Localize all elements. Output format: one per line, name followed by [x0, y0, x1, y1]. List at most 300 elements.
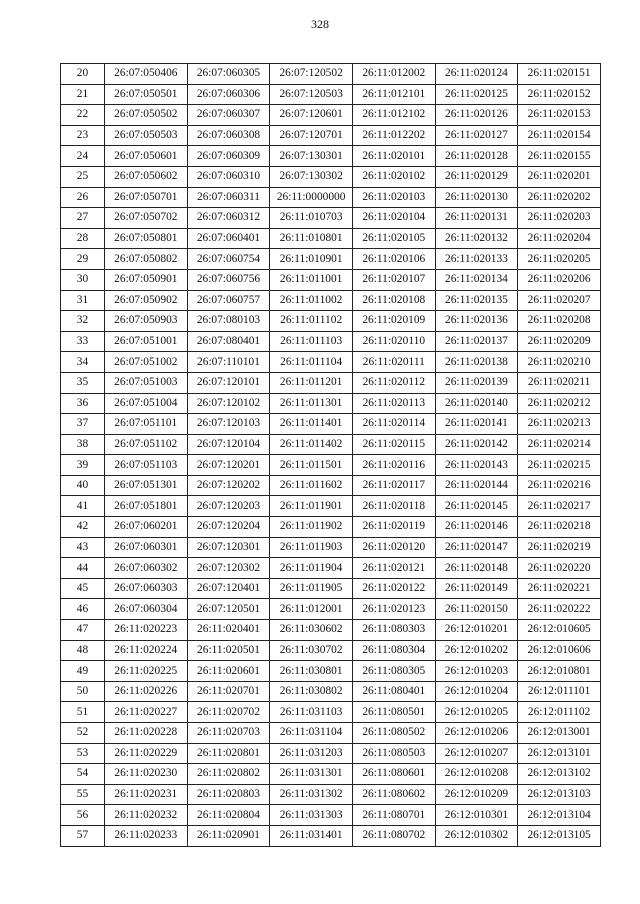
cadastral-code-cell: 26:07:120202 — [187, 475, 270, 496]
table-row — [61, 187, 601, 208]
table-row — [61, 620, 601, 641]
cadastral-code-cell: 26:07:060304 — [105, 599, 188, 620]
cadastral-code-cell: 26:11:020141 — [435, 414, 518, 435]
cadastral-code-cell: 26:12:010208 — [435, 764, 518, 785]
cadastral-code-cell: 26:11:031103 — [270, 702, 353, 723]
table-row — [61, 414, 601, 435]
cadastral-code-cell: 26:07:120201 — [187, 455, 270, 476]
cadastral-code-cell: 26:11:020212 — [518, 393, 601, 414]
table-row — [61, 455, 601, 476]
cadastral-code-cell: 26:11:020224 — [105, 640, 188, 661]
cadastral-code-cell: 26:12:013102 — [518, 764, 601, 785]
row-number-cell: 48 — [61, 640, 105, 661]
cadastral-code-cell: 26:11:020225 — [105, 661, 188, 682]
cadastral-code-cell: 26:12:010605 — [518, 620, 601, 641]
row-number-cell: 41 — [61, 496, 105, 517]
table-row — [61, 805, 601, 826]
cadastral-code-cell: 26:11:020120 — [352, 537, 435, 558]
cadastral-code-cell: 26:11:020501 — [187, 640, 270, 661]
cadastral-code-cell: 26:11:012202 — [352, 125, 435, 146]
cadastral-code-cell: 26:11:031301 — [270, 764, 353, 785]
cadastral-code-cell: 26:12:013104 — [518, 805, 601, 826]
cadastral-code-cell: 26:07:120601 — [270, 105, 353, 126]
cadastral-code-cell: 26:11:020116 — [352, 455, 435, 476]
cadastral-code-cell: 26:11:020137 — [435, 331, 518, 352]
cadastral-code-cell: 26:07:050501 — [105, 84, 188, 105]
cadastral-code-cell: 26:11:020113 — [352, 393, 435, 414]
cadastral-code-cell: 26:11:020107 — [352, 269, 435, 290]
cadastral-code-cell: 26:11:020233 — [105, 825, 188, 846]
cadastral-code-cell: 26:07:050503 — [105, 125, 188, 146]
cadastral-code-cell: 26:07:060301 — [105, 537, 188, 558]
cadastral-code-cell: 26:11:011501 — [270, 455, 353, 476]
cadastral-code-cell: 26:11:080303 — [352, 620, 435, 641]
cadastral-code-cell: 26:07:120104 — [187, 434, 270, 455]
cadastral-code-cell: 26:11:020220 — [518, 558, 601, 579]
row-number-cell: 38 — [61, 434, 105, 455]
cadastral-code-cell: 26:11:020205 — [518, 249, 601, 270]
cadastral-code-cell: 26:11:020144 — [435, 475, 518, 496]
cadastral-code-cell: 26:11:011903 — [270, 537, 353, 558]
cadastral-code-cell: 26:11:020134 — [435, 269, 518, 290]
cadastral-code-cell: 26:12:010203 — [435, 661, 518, 682]
row-number-cell: 22 — [61, 105, 105, 126]
cadastral-code-cell: 26:11:020702 — [187, 702, 270, 723]
cadastral-code-cell: 26:07:060308 — [187, 125, 270, 146]
cadastral-code-cell: 26:11:031401 — [270, 825, 353, 846]
cadastral-code-cell: 26:11:020150 — [435, 599, 518, 620]
table-row — [61, 352, 601, 373]
table-row — [61, 290, 601, 311]
cadastral-code-cell: 26:11:020128 — [435, 146, 518, 167]
table-row — [61, 166, 601, 187]
table-row — [61, 764, 601, 785]
cadastral-code-cell: 26:07:051101 — [105, 414, 188, 435]
table-row — [61, 125, 601, 146]
row-number-cell: 32 — [61, 311, 105, 332]
row-number-cell: 27 — [61, 208, 105, 229]
cadastral-code-cell: 26:11:080304 — [352, 640, 435, 661]
cadastral-code-cell: 26:07:120401 — [187, 578, 270, 599]
cadastral-code-cell: 26:11:080401 — [352, 681, 435, 702]
row-number-cell: 39 — [61, 455, 105, 476]
cadastral-code-cell: 26:07:060310 — [187, 166, 270, 187]
cadastral-code-cell: 26:07:120204 — [187, 517, 270, 538]
row-number-cell: 54 — [61, 764, 105, 785]
cadastral-code-cell: 26:07:050602 — [105, 166, 188, 187]
cadastral-code-cell: 26:11:020123 — [352, 599, 435, 620]
row-number-cell: 35 — [61, 372, 105, 393]
table-row — [61, 661, 601, 682]
cadastral-code-cell: 26:11:020111 — [352, 352, 435, 373]
cadastral-code-cell: 26:11:080501 — [352, 702, 435, 723]
cadastral-code-cell: 26:11:020106 — [352, 249, 435, 270]
cadastral-code-cell: 26:07:050901 — [105, 269, 188, 290]
cadastral-code-cell: 26:11:020230 — [105, 764, 188, 785]
cadastral-code-cell: 26:11:011905 — [270, 578, 353, 599]
row-number-cell: 21 — [61, 84, 105, 105]
table-row — [61, 558, 601, 579]
page-number: 328 — [311, 17, 329, 31]
cadastral-code-cell: 26:11:020108 — [352, 290, 435, 311]
cadastral-code-cell: 26:07:130302 — [270, 166, 353, 187]
table-row — [61, 372, 601, 393]
cadastral-code-cell: 26:07:060307 — [187, 105, 270, 126]
cadastral-code-cell: 26:07:050701 — [105, 187, 188, 208]
cadastral-code-cell: 26:07:051301 — [105, 475, 188, 496]
cadastral-code-cell: 26:12:013001 — [518, 723, 601, 744]
cadastral-code-cell: 26:11:020229 — [105, 743, 188, 764]
cadastral-quarters-table — [60, 63, 601, 847]
cadastral-code-cell: 26:11:031303 — [270, 805, 353, 826]
cadastral-code-cell: 26:11:020143 — [435, 455, 518, 476]
cadastral-code-cell: 26:07:051004 — [105, 393, 188, 414]
cadastral-code-cell: 26:11:020214 — [518, 434, 601, 455]
table-row — [61, 496, 601, 517]
cadastral-code-cell: 26:11:020117 — [352, 475, 435, 496]
cadastral-code-cell: 26:11:020210 — [518, 352, 601, 373]
row-number-cell: 23 — [61, 125, 105, 146]
cadastral-code-cell: 26:11:011402 — [270, 434, 353, 455]
cadastral-code-cell: 26:07:060401 — [187, 228, 270, 249]
table-row — [61, 331, 601, 352]
cadastral-code-cell: 26:11:020208 — [518, 311, 601, 332]
cadastral-code-cell: 26:11:020221 — [518, 578, 601, 599]
cadastral-code-cell: 26:11:020209 — [518, 331, 601, 352]
row-number-cell: 49 — [61, 661, 105, 682]
cadastral-code-cell: 26:11:080602 — [352, 784, 435, 805]
cadastral-code-cell: 26:11:020401 — [187, 620, 270, 641]
cadastral-code-cell: 26:11:020130 — [435, 187, 518, 208]
cadastral-code-cell: 26:07:051001 — [105, 331, 188, 352]
cadastral-code-cell: 26:11:020127 — [435, 125, 518, 146]
cadastral-code-cell: 26:07:050406 — [105, 64, 188, 85]
cadastral-code-cell: 26:11:020211 — [518, 372, 601, 393]
cadastral-code-cell: 26:11:020110 — [352, 331, 435, 352]
cadastral-code-cell: 26:07:120503 — [270, 84, 353, 105]
cadastral-code-cell: 26:07:060201 — [105, 517, 188, 538]
cadastral-code-cell: 26:11:012101 — [352, 84, 435, 105]
cadastral-code-cell: 26:07:050802 — [105, 249, 188, 270]
table-row — [61, 599, 601, 620]
cadastral-code-cell: 26:11:020122 — [352, 578, 435, 599]
cadastral-code-cell: 26:11:020142 — [435, 434, 518, 455]
cadastral-code-cell: 26:07:110101 — [187, 352, 270, 373]
cadastral-code-cell: 26:07:050903 — [105, 311, 188, 332]
cadastral-code-cell: 26:07:080103 — [187, 311, 270, 332]
cadastral-code-cell: 26:12:010201 — [435, 620, 518, 641]
row-number-cell: 25 — [61, 166, 105, 187]
cadastral-code-cell: 26:11:020601 — [187, 661, 270, 682]
cadastral-code-cell: 26:11:020701 — [187, 681, 270, 702]
row-number-cell: 53 — [61, 743, 105, 764]
table-body — [61, 64, 601, 847]
table-row — [61, 681, 601, 702]
cadastral-code-cell: 26:07:120103 — [187, 414, 270, 435]
cadastral-code-cell: 26:11:020151 — [518, 64, 601, 85]
table-row — [61, 146, 601, 167]
table-row — [61, 578, 601, 599]
cadastral-code-cell: 26:11:020115 — [352, 434, 435, 455]
table-row — [61, 269, 601, 290]
cadastral-code-cell: 26:11:020222 — [518, 599, 601, 620]
row-number-cell: 42 — [61, 517, 105, 538]
table-row — [61, 208, 601, 229]
cadastral-code-cell: 26:11:030801 — [270, 661, 353, 682]
table-row — [61, 64, 601, 85]
cadastral-code-cell: 26:11:020228 — [105, 723, 188, 744]
cadastral-code-cell: 26:11:020129 — [435, 166, 518, 187]
row-number-cell: 55 — [61, 784, 105, 805]
cadastral-code-cell: 26:11:080305 — [352, 661, 435, 682]
row-number-cell: 30 — [61, 269, 105, 290]
cadastral-code-cell: 26:11:031203 — [270, 743, 353, 764]
cadastral-code-cell: 26:11:020227 — [105, 702, 188, 723]
table-row — [61, 784, 601, 805]
cadastral-code-cell: 26:07:051003 — [105, 372, 188, 393]
cadastral-code-cell: 26:11:020109 — [352, 311, 435, 332]
table-row — [61, 475, 601, 496]
row-number-cell: 34 — [61, 352, 105, 373]
cadastral-code-cell: 26:12:011102 — [518, 702, 601, 723]
cadastral-code-cell: 26:11:020105 — [352, 228, 435, 249]
cadastral-code-cell: 26:11:011103 — [270, 331, 353, 352]
row-number-cell: 56 — [61, 805, 105, 826]
cadastral-code-cell: 26:11:011904 — [270, 558, 353, 579]
cadastral-code-cell: 26:11:011902 — [270, 517, 353, 538]
cadastral-code-cell: 26:11:031104 — [270, 723, 353, 744]
cadastral-code-cell: 26:11:020803 — [187, 784, 270, 805]
cadastral-code-cell: 26:11:011002 — [270, 290, 353, 311]
row-number-cell: 57 — [61, 825, 105, 846]
cadastral-code-cell: 26:11:080701 — [352, 805, 435, 826]
table-row — [61, 249, 601, 270]
cadastral-code-cell: 26:11:020802 — [187, 764, 270, 785]
cadastral-code-cell: 26:11:011602 — [270, 475, 353, 496]
cadastral-code-cell: 26:11:020138 — [435, 352, 518, 373]
cadastral-code-cell: 26:11:020148 — [435, 558, 518, 579]
row-number-cell: 44 — [61, 558, 105, 579]
cadastral-code-cell: 26:11:020804 — [187, 805, 270, 826]
cadastral-code-cell: 26:07:051102 — [105, 434, 188, 455]
cadastral-code-cell: 26:11:080702 — [352, 825, 435, 846]
cadastral-code-cell: 26:12:013105 — [518, 825, 601, 846]
cadastral-code-cell: 26:11:020104 — [352, 208, 435, 229]
cadastral-code-cell: 26:11:020226 — [105, 681, 188, 702]
cadastral-code-cell: 26:11:020152 — [518, 84, 601, 105]
cadastral-code-cell: 26:11:020135 — [435, 290, 518, 311]
cadastral-code-cell: 26:11:020125 — [435, 84, 518, 105]
cadastral-code-cell: 26:12:010205 — [435, 702, 518, 723]
row-number-cell: 50 — [61, 681, 105, 702]
table-row — [61, 723, 601, 744]
cadastral-code-cell: 26:11:020218 — [518, 517, 601, 538]
row-number-cell: 28 — [61, 228, 105, 249]
cadastral-code-cell: 26:07:050702 — [105, 208, 188, 229]
cadastral-code-cell: 26:11:031302 — [270, 784, 353, 805]
table-row — [61, 743, 601, 764]
cadastral-code-cell: 26:11:020213 — [518, 414, 601, 435]
table-row — [61, 702, 601, 723]
cadastral-code-cell: 26:07:060309 — [187, 146, 270, 167]
row-number-cell: 24 — [61, 146, 105, 167]
cadastral-code-cell: 26:12:010301 — [435, 805, 518, 826]
cadastral-code-cell: 26:07:120502 — [270, 64, 353, 85]
cadastral-code-cell: 26:11:020801 — [187, 743, 270, 764]
cadastral-code-cell: 26:11:020216 — [518, 475, 601, 496]
cadastral-code-cell: 26:07:080401 — [187, 331, 270, 352]
row-number-cell: 46 — [61, 599, 105, 620]
cadastral-code-cell: 26:11:020101 — [352, 146, 435, 167]
cadastral-code-cell: 26:11:0000000 — [270, 187, 353, 208]
cadastral-code-cell: 26:07:120302 — [187, 558, 270, 579]
table-row — [61, 434, 601, 455]
cadastral-code-cell: 26:12:013103 — [518, 784, 601, 805]
row-number-cell: 26 — [61, 187, 105, 208]
cadastral-code-cell: 26:07:060756 — [187, 269, 270, 290]
cadastral-code-cell: 26:11:011201 — [270, 372, 353, 393]
cadastral-code-cell: 26:07:060303 — [105, 578, 188, 599]
table-row — [61, 84, 601, 105]
cadastral-code-cell: 26:11:012102 — [352, 105, 435, 126]
cadastral-code-cell: 26:11:020118 — [352, 496, 435, 517]
cadastral-code-cell: 26:11:010801 — [270, 228, 353, 249]
cadastral-code-cell: 26:11:020217 — [518, 496, 601, 517]
cadastral-code-cell: 26:11:020121 — [352, 558, 435, 579]
cadastral-code-cell: 26:11:020145 — [435, 496, 518, 517]
cadastral-code-cell: 26:11:011102 — [270, 311, 353, 332]
table-row — [61, 228, 601, 249]
cadastral-code-cell: 26:11:020132 — [435, 228, 518, 249]
cadastral-code-cell: 26:11:020119 — [352, 517, 435, 538]
cadastral-code-cell: 26:07:051801 — [105, 496, 188, 517]
row-number-cell: 52 — [61, 723, 105, 744]
cadastral-code-cell: 26:12:010606 — [518, 640, 601, 661]
row-number-cell: 45 — [61, 578, 105, 599]
cadastral-code-cell: 26:07:060754 — [187, 249, 270, 270]
cadastral-code-cell: 26:11:020153 — [518, 105, 601, 126]
row-number-cell: 29 — [61, 249, 105, 270]
row-number-cell: 20 — [61, 64, 105, 85]
cadastral-code-cell: 26:11:011104 — [270, 352, 353, 373]
cadastral-code-cell: 26:11:020102 — [352, 166, 435, 187]
row-number-cell: 37 — [61, 414, 105, 435]
cadastral-code-cell: 26:11:020201 — [518, 166, 601, 187]
cadastral-code-cell: 26:12:013101 — [518, 743, 601, 764]
cadastral-code-cell: 26:11:020112 — [352, 372, 435, 393]
cadastral-code-cell: 26:07:120501 — [187, 599, 270, 620]
cadastral-code-cell: 26:11:020232 — [105, 805, 188, 826]
cadastral-code-cell: 26:11:020133 — [435, 249, 518, 270]
cadastral-code-cell: 26:12:010302 — [435, 825, 518, 846]
cadastral-code-cell: 26:11:020231 — [105, 784, 188, 805]
cadastral-code-cell: 26:11:020206 — [518, 269, 601, 290]
cadastral-code-cell: 26:11:020131 — [435, 208, 518, 229]
cadastral-code-cell: 26:12:010209 — [435, 784, 518, 805]
cadastral-code-cell: 26:11:020219 — [518, 537, 601, 558]
cadastral-code-cell: 26:11:020203 — [518, 208, 601, 229]
table-row — [61, 393, 601, 414]
cadastral-code-cell: 26:11:020202 — [518, 187, 601, 208]
table-row — [61, 105, 601, 126]
cadastral-code-cell: 26:12:010206 — [435, 723, 518, 744]
cadastral-code-cell: 26:11:020149 — [435, 578, 518, 599]
cadastral-code-cell: 26:11:020207 — [518, 290, 601, 311]
cadastral-code-cell: 26:07:050801 — [105, 228, 188, 249]
cadastral-code-cell: 26:11:011401 — [270, 414, 353, 435]
cadastral-code-cell: 26:07:060306 — [187, 84, 270, 105]
row-number-cell: 31 — [61, 290, 105, 311]
cadastral-code-cell: 26:11:020140 — [435, 393, 518, 414]
cadastral-code-cell: 26:07:050601 — [105, 146, 188, 167]
cadastral-code-cell: 26:07:060305 — [187, 64, 270, 85]
cadastral-code-cell: 26:11:020147 — [435, 537, 518, 558]
cadastral-code-cell: 26:11:020703 — [187, 723, 270, 744]
table-row — [61, 825, 601, 846]
cadastral-code-cell: 26:11:011001 — [270, 269, 353, 290]
cadastral-code-cell: 26:07:050902 — [105, 290, 188, 311]
cadastral-code-cell: 26:07:051002 — [105, 352, 188, 373]
row-number-cell: 40 — [61, 475, 105, 496]
cadastral-code-cell: 26:07:051103 — [105, 455, 188, 476]
cadastral-code-cell: 26:11:020139 — [435, 372, 518, 393]
cadastral-code-cell: 26:07:060312 — [187, 208, 270, 229]
table-row — [61, 311, 601, 332]
cadastral-code-cell: 26:12:010204 — [435, 681, 518, 702]
cadastral-code-cell: 26:12:011101 — [518, 681, 601, 702]
cadastral-code-cell: 26:11:020223 — [105, 620, 188, 641]
cadastral-code-cell: 26:11:020154 — [518, 125, 601, 146]
cadastral-code-cell: 26:11:020136 — [435, 311, 518, 332]
row-number-cell: 51 — [61, 702, 105, 723]
cadastral-code-cell: 26:07:120203 — [187, 496, 270, 517]
cadastral-code-cell: 26:11:010703 — [270, 208, 353, 229]
cadastral-code-cell: 26:11:020126 — [435, 105, 518, 126]
cadastral-code-cell: 26:11:012001 — [270, 599, 353, 620]
cadastral-code-cell: 26:11:011901 — [270, 496, 353, 517]
cadastral-code-cell: 26:07:120301 — [187, 537, 270, 558]
cadastral-code-cell: 26:11:020114 — [352, 414, 435, 435]
cadastral-code-cell: 26:11:020124 — [435, 64, 518, 85]
cadastral-code-cell: 26:12:010202 — [435, 640, 518, 661]
cadastral-code-cell: 26:11:030702 — [270, 640, 353, 661]
cadastral-code-cell: 26:07:060302 — [105, 558, 188, 579]
cadastral-code-cell: 26:11:020155 — [518, 146, 601, 167]
cadastral-code-cell: 26:11:020901 — [187, 825, 270, 846]
row-number-cell: 43 — [61, 537, 105, 558]
cadastral-code-cell: 26:07:120701 — [270, 125, 353, 146]
cadastral-code-cell: 26:11:020215 — [518, 455, 601, 476]
cadastral-code-cell: 26:11:080601 — [352, 764, 435, 785]
row-number-cell: 33 — [61, 331, 105, 352]
row-number-cell: 36 — [61, 393, 105, 414]
cadastral-code-cell: 26:11:030602 — [270, 620, 353, 641]
cadastral-code-cell: 26:07:130301 — [270, 146, 353, 167]
cadastral-code-cell: 26:07:050502 — [105, 105, 188, 126]
cadastral-code-cell: 26:11:012002 — [352, 64, 435, 85]
cadastral-code-cell: 26:11:030802 — [270, 681, 353, 702]
cadastral-code-cell: 26:11:011301 — [270, 393, 353, 414]
cadastral-code-cell: 26:12:010801 — [518, 661, 601, 682]
cadastral-code-cell: 26:12:010207 — [435, 743, 518, 764]
cadastral-code-cell: 26:11:020204 — [518, 228, 601, 249]
cadastral-code-cell: 26:07:120101 — [187, 372, 270, 393]
table-row — [61, 537, 601, 558]
cadastral-code-cell: 26:07:060311 — [187, 187, 270, 208]
cadastral-code-cell: 26:11:020103 — [352, 187, 435, 208]
cadastral-code-cell: 26:11:080503 — [352, 743, 435, 764]
row-number-cell: 47 — [61, 620, 105, 641]
